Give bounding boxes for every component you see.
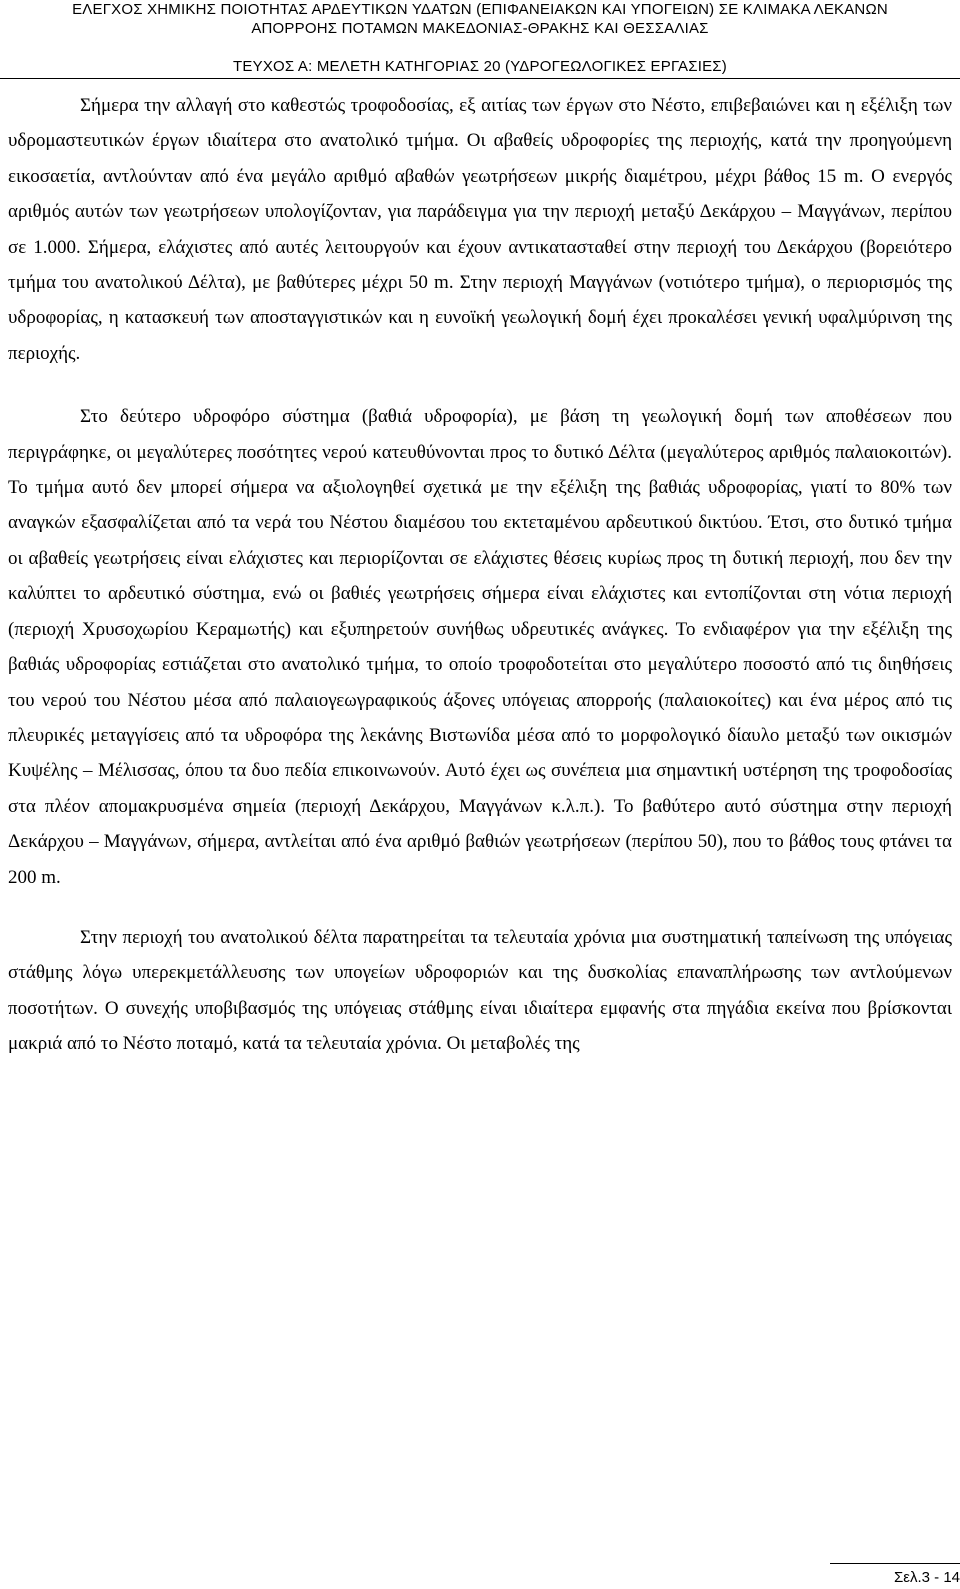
paragraph-eastern-delta: Στην περιοχή του ανατολικού δέλτα παρατηρείται τα τελευταία χρόνια μια συστηματική ταπείνωση της υπόγειας στάθμης λόγω υπερεκμετάλλευσης των υπογείων υδροφοριών και της δυσκολίας επαναπλήρωσης των αντλούμενων ποσοτήτων. Ο συνεχής υποβιβασμός της υπόγειας στάθμης είναι ιδιαίτερα εμφανής στα πηγάδια εκείνα που βρίσκονται μακριά από το Νέστο ποταμό, κατά τα τελευταία χρόνια. Οι μεταβολές της bbox=[8, 926, 952, 1055]
page-footer bbox=[830, 1563, 960, 1588]
page-number: Σελ.3 - 14 bbox=[894, 1569, 960, 1586]
header-volume-line: ΤΕΥΧΟΣ Α: ΜΕΛΕΤΗ ΚΑΤΗΓΟΡΙΑΣ 20 (ΥΔΡΟΓΕΩΛΟΓΙΚΕΣ ΕΡΓΑΣΙΕΣ) bbox=[233, 58, 727, 75]
document-body bbox=[8, 88, 952, 1062]
header-title-line-2: ΑΠΟΡΡΟΗΣ ΠΟΤΑΜΩΝ ΜΑΚΕΔΟΝΙΑΣ-ΘΡΑΚΗΣ ΚΑΙ ΘΕΣΣΑΛΙΑΣ bbox=[251, 20, 709, 37]
paragraph-shallow-aquifer: Σήμερα την αλλαγή στο καθεστώς τροφοδοσίας, εξ αιτίας των έργων στο Νέστο, επιβεβαιώνει και η εξέλιξη των υδρομαστευτικών έργων ιδιαίτερα στο ανατολικό τμήμα. Οι αβαθείς υδροφορίες της περιοχής, κατά την προηγούμενη εικοσαετία, αντλούνταν από ένα μεγάλο αριθμό αβαθών γεωτρήσεων μικρής διαμέτρου, μέχρι βάθος 15 m. Ο ενεργός αριθμός αυτών των γεωτρήσεων υπολογίζονταν, για παράδειγμα για την περιοχή μεταξύ Δεκάρχου – Μαγγάνων, περίπου σε 1.000. Σήμερα, ελάχιστες από αυτές λειτουργούν και έχουν αντικατασταθεί στην περιοχή του Δεκάρχου (βορειότερο τμήμα του ανατολικού Δέλτα), με βαθύτερες μέχρι 50 m. Στην περιοχή Μαγγάνων (νοτιότερο τμήμα), ο περιορισμός της υδροφορίας, η κατασκευή των αποσταγγιστικών και η ευνοϊκή γεωλογική δομή έχει προκαλέσει γενική υφαλμύρινση της περιοχής. bbox=[8, 95, 952, 364]
header-title-line-1: ΕΛΕΓΧΟΣ ΧΗΜΙΚΗΣ ΠΟΙΟΤΗΤΑΣ ΑΡΔΕΥΤΙΚΩΝ ΥΔΑΤΩΝ (ΕΠΙΦΑΝΕΙΑΚΩΝ ΚΑΙ ΥΠΟΓΕΙΩΝ) ΣΕ ΚΛΙΜΑΚΑ ΛΕΚΑΝΩΝ bbox=[72, 1, 888, 18]
paragraph-deep-aquifer: Στο δεύτερο υδροφόρο σύστημα (βαθιά υδροφορία), με βάση τη γεωλογική δομή των αποθέσεων που περιγράφηκε, οι μεγαλύτερες ποσότητες νερού κατευθύνονται προς το δυτικό Δέλτα (μεγαλύτερος αριθμός παλαιοκοιτών). Το τμήμα αυτό δεν μπορεί σήμερα να αξιολογηθεί σχετικά με την εξέλιξη της βαθιάς υδροφορίας, γιατί το 80% των αναγκών εξασφαλίζεται από τα νερά του Νέστου διαμέσου του εκτεταμένου αρδευτικού δικτύου. Έτσι, στο δυτικό τμήμα οι αβαθείς γεωτρήσεις είναι ελάχιστες και περιορίζονται σε ελάχιστες θέσεις κυρίως προς τη δυτική περιοχή, που δεν την καλύπτει το αρδευτικό σύστημα, ενώ οι βαθιές γεωτρήσεις σήμερα είναι ελάχιστες και εντοπίζονται στη νότια περιοχή (περιοχή Χρυσοχωρίου Κεραμωτής) και εξυπηρετούν συνήθως υδρευτικές ανάγκες. Το ενδιαφέρον για την εξέλιξη της βαθιάς υδροφορίας εστιάζεται στο ανατολικό τμήμα, το οποίο τροφοδοτείται στο μεγαλύτερο ποσοστό από τις διηθήσεις του νερού του Νέστου μέσα από παλαιογεωγραφικούς άξονες υπόγειας απορροής (παλαιοκοίτες) και ένα μέρος από τις πλευρικές μεταγγίσεις από τα υδροφόρα της λεκάνης Βιστωνίδα μέσα από το μορφολογικό δίαυλο μεταξύ των οικισμών Κυψέλης – Μέλισσας, όπου τα δυο πεδία επικοινωνούν. Αυτό έχει ως συνέπεια μια σημαντική υστέρηση της τροφοδοσίας στα πλέον απομακρυσμένα σημεία (περιοχή Δεκάρχου, Μαγγάνων κ.λ.π.). Το βαθύτερο αυτό σύστημα στην περιοχή Δεκάρχου – Μαγγάνων, σήμερα, αντλείται από ένα αριθμό βαθιών γεωτρήσεων (περίπου 50), που το βάθος τους φτάνει τα 200 m. bbox=[8, 406, 952, 888]
header-rule bbox=[0, 78, 960, 79]
